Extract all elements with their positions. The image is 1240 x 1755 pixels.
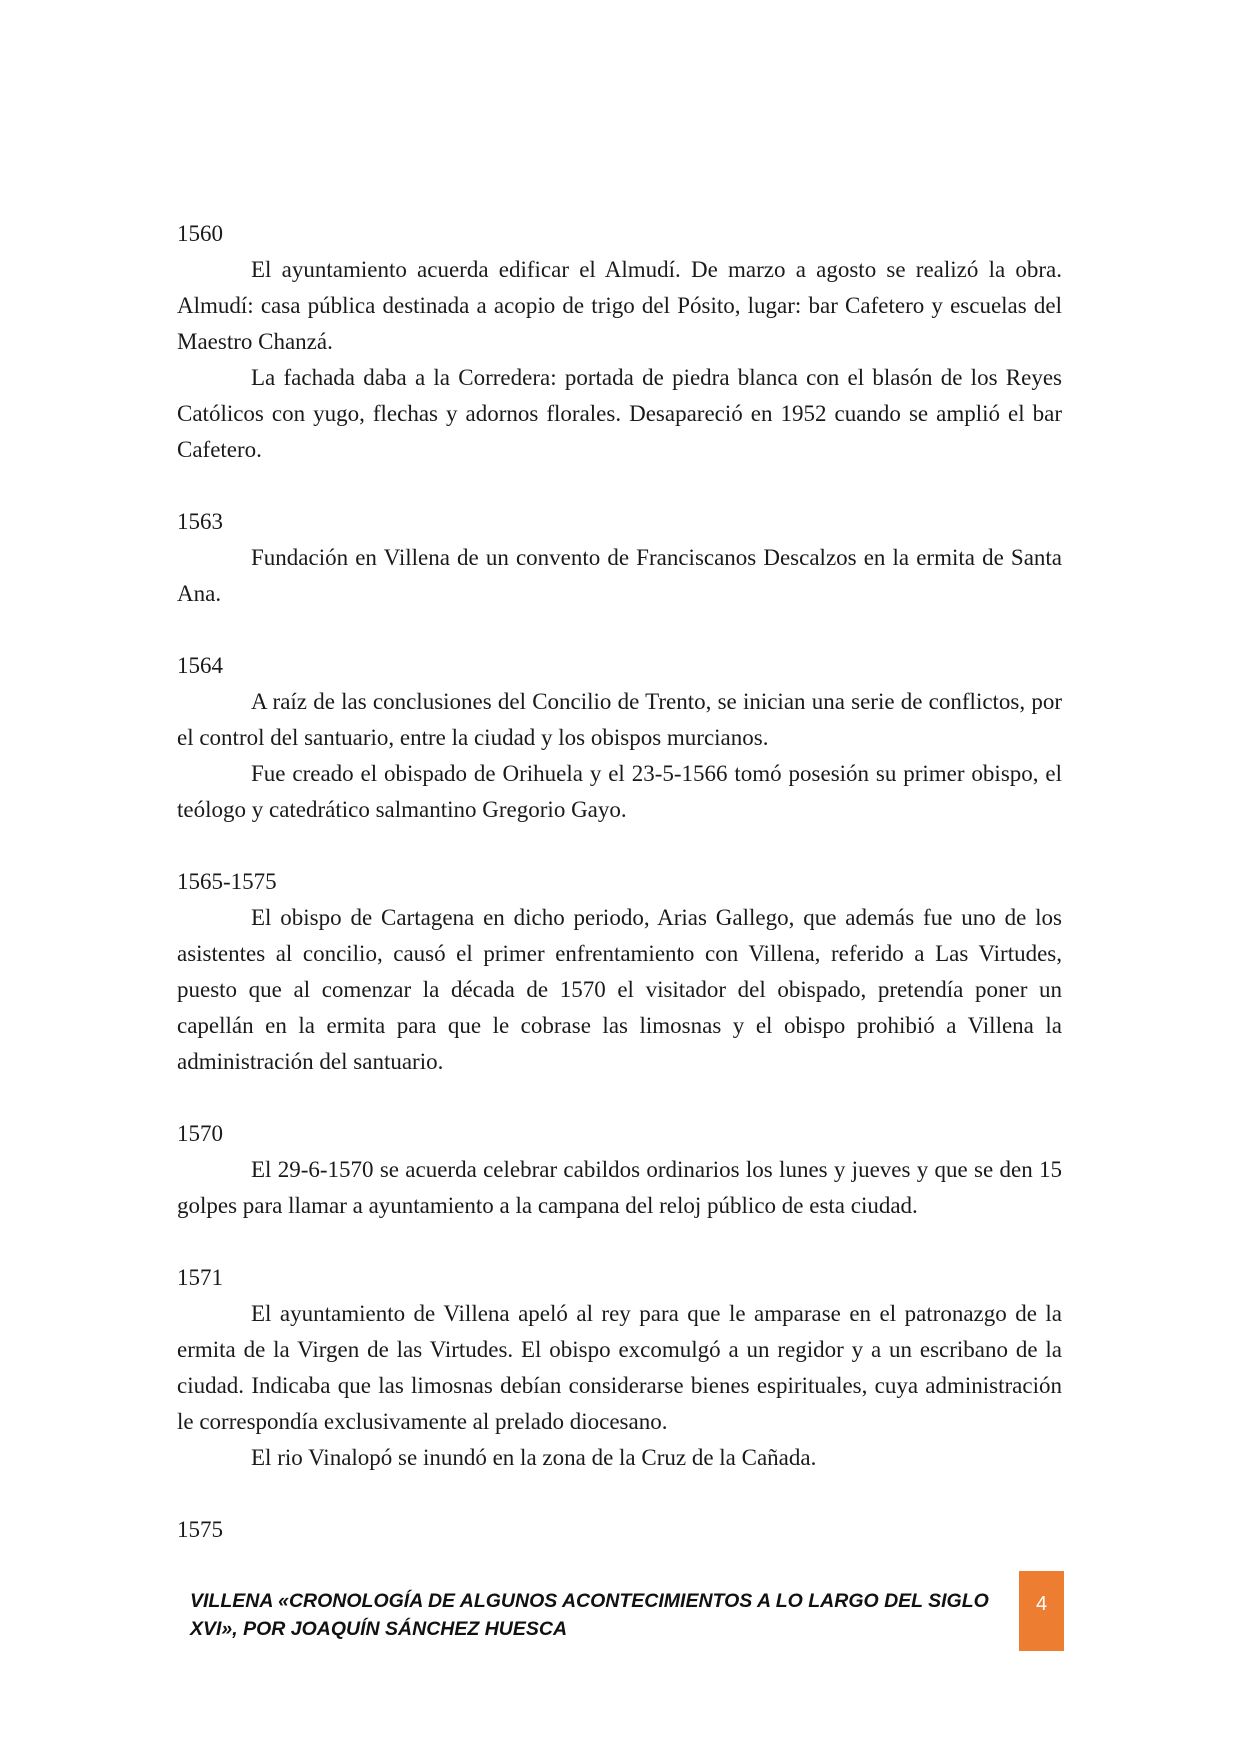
- entry-1570: [177, 1116, 1062, 1224]
- entry-paragraph: El ayuntamiento de Villena apeló al rey para que le amparase en el patronazgo de la ermita de la Virgen de las Virtudes. El obispo excomulgó a un regidor y a un escribano de la ciudad. Indicaba que las limosnas debían considerarse bienes espirituales, cuya administración le correspondía exclusivamente al prelado diocesano.: [177, 1301, 1062, 1434]
- entry-paragraph: Fue creado el obispado de Orihuela y el 23-5-1566 tomó posesión su primer obispo, el teólogo y catedrático salmantino Gregorio Gayo.: [177, 761, 1062, 822]
- entry-year: 1560: [177, 221, 223, 246]
- entry-1560: [177, 216, 1062, 468]
- entry-year: 1571: [177, 1265, 223, 1290]
- entry-1575: [177, 1512, 1062, 1548]
- footer-title: [190, 1587, 1010, 1643]
- entry-year: 1570: [177, 1121, 223, 1146]
- entry-year: 1564: [177, 653, 223, 678]
- entry-1565-1575: [177, 864, 1062, 1080]
- entry-paragraph: A raíz de las conclusiones del Concilio de Trento, se inician una serie de conflictos, por el control del santuario, entre la ciudad y los obispos murcianos.: [177, 689, 1062, 750]
- page-number: 4: [1035, 1593, 1048, 1615]
- entry-paragraph: El ayuntamiento acuerda edificar el Almudí. De marzo a agosto se realizó la obra. Almudí: casa pública destinada a acopio de trigo del Pósito, lugar: bar Cafetero y escuelas del Maestro Chanzá.: [177, 257, 1062, 354]
- entry-paragraph: El rio Vinalopó se inundó en la zona de la Cruz de la Cañada.: [251, 1445, 817, 1470]
- entry-paragraph: El obispo de Cartagena en dicho periodo, Arias Gallego, que además fue uno de los asistentes al concilio, causó el primer enfrentamiento con Villena, referido a Las Virtudes, puesto que al comenzar la década de 1570 el visitador del obispado, pretendía poner un capellán en la ermita para que le cobrase las limosnas y el obispo prohibió a Villena la administración del santuario.: [177, 905, 1062, 1074]
- page-number-badge: [1019, 1571, 1064, 1651]
- entry-paragraph: Fundación en Villena de un convento de Franciscanos Descalzos en la ermita de Santa Ana.: [177, 545, 1062, 606]
- entry-paragraph: La fachada daba a la Corredera: portada de piedra blanca con el blasón de los Reyes Católicos con yugo, flechas y adornos florales. Desapareció en 1952 cuando se amplió el bar Cafetero.: [177, 365, 1062, 462]
- entry-year: 1575: [177, 1517, 223, 1542]
- footer-title-line: XVI», POR JOAQUÍN SÁNCHEZ HUESCA: [190, 1618, 568, 1640]
- entry-1571: [177, 1260, 1062, 1476]
- entry-year: 1563: [177, 509, 223, 534]
- page-body: [177, 216, 1062, 1584]
- entry-year: 1565-1575: [177, 869, 277, 894]
- footer-title-line: VILLENA «CRONOLOGÍA DE ALGUNOS ACONTECIMIENTOS A LO LARGO DEL SIGLO: [190, 1590, 989, 1612]
- entry-paragraph: El 29-6-1570 se acuerda celebrar cabildos ordinarios los lunes y jueves y que se den 15 golpes para llamar a ayuntamiento a la campana del reloj público de esta ciudad.: [177, 1157, 1062, 1218]
- entry-1564: [177, 648, 1062, 828]
- entry-1563: [177, 504, 1062, 612]
